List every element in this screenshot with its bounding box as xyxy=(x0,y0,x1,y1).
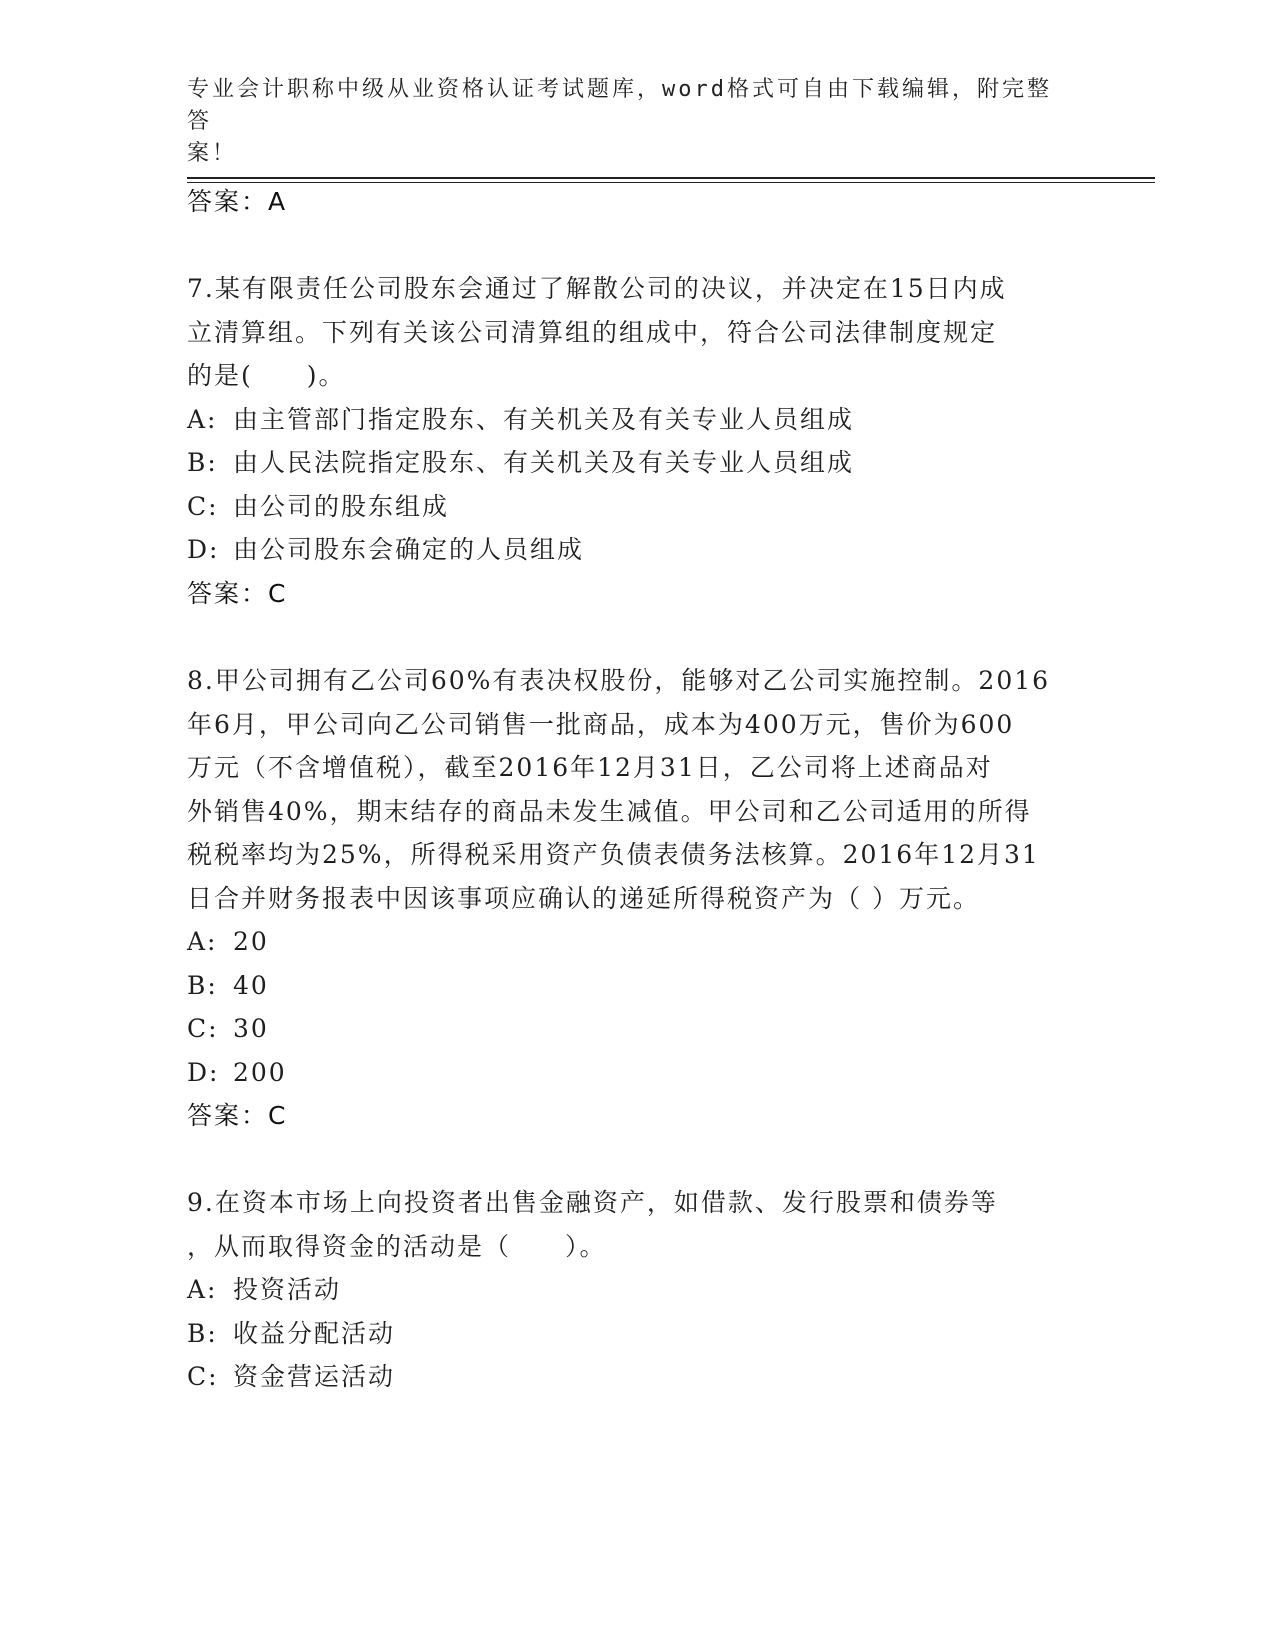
option-text: 由公司股东会确定的人员组成 xyxy=(233,535,585,564)
option-text: 由人民法院指定股东、有关机关及有关专业人员组成 xyxy=(233,448,855,477)
q8-option-b xyxy=(187,971,269,1001)
q8-option-a xyxy=(187,927,269,957)
q7-option-b xyxy=(187,448,854,478)
q9-stem-line-1: 9.在资本市场上向投资者出售金融资产，如借款、发行股票和债券等 xyxy=(187,1188,998,1217)
q8-option-c xyxy=(187,1014,269,1044)
q8-option-d xyxy=(187,1058,287,1088)
q8-stem-line-5: 税税率均为25%，所得税采用资产负债表债务法核算。2016年12月31 xyxy=(187,840,1040,869)
option-text: 200 xyxy=(233,1058,287,1087)
option-letter: B: xyxy=(187,1319,218,1348)
option-text: 投资活动 xyxy=(233,1275,342,1304)
option-letter: C: xyxy=(187,1362,219,1391)
option-letter: A: xyxy=(187,405,218,434)
option-letter: A: xyxy=(187,927,218,956)
option-text: 30 xyxy=(233,1014,269,1043)
option-letter: B: xyxy=(187,971,218,1000)
option-text: 40 xyxy=(233,971,269,1000)
page-header xyxy=(187,74,1067,170)
q7-option-c xyxy=(187,492,449,522)
q7-option-a xyxy=(187,405,854,435)
header-line-2: 案！ xyxy=(187,141,238,166)
option-text: 收益分配活动 xyxy=(233,1319,396,1348)
header-rule-thick xyxy=(187,177,1155,179)
q9-stem-line-2: ，从而取得资金的活动是（ ）。 xyxy=(187,1232,607,1261)
q9-option-c xyxy=(187,1362,395,1392)
option-letter: C: xyxy=(187,1014,219,1043)
option-text: 由主管部门指定股东、有关机关及有关专业人员组成 xyxy=(233,405,855,434)
option-text: 20 xyxy=(233,927,269,956)
q8-answer: 答案：C xyxy=(187,1101,288,1130)
q7-stem-line-1: 7.某有限责任公司股东会通过了解散公司的决议，并决定在15日内成 xyxy=(187,274,1007,303)
q8-stem-line-4: 外销售40%，期末结存的商品未发生减值。甲公司和乙公司适用的所得 xyxy=(187,797,1032,826)
q7-option-d xyxy=(187,535,584,565)
option-letter: B: xyxy=(187,448,218,477)
option-letter: C: xyxy=(187,492,219,521)
header-line-1: 专业会计职称中级从业资格认证考试题库，word格式可自由下载编辑，附完整答 xyxy=(187,77,1052,134)
header-rule-thin xyxy=(187,182,1155,183)
option-text: 资金营运活动 xyxy=(233,1362,396,1391)
q8-stem-line-1: 8.甲公司拥有乙公司60%有表决权股份，能够对乙公司实施控制。2016 xyxy=(187,666,1051,695)
q7-stem-line-2: 立清算组。下列有关该公司清算组的组成中，符合公司法律制度规定 xyxy=(187,318,998,347)
q7-answer: 答案：C xyxy=(187,579,288,608)
q9-option-b xyxy=(187,1319,395,1349)
q8-stem-line-3: 万元（不含增值税），截至2016年12月31日，乙公司将上述商品对 xyxy=(187,753,993,782)
q8-stem-line-2: 年6月，甲公司向乙公司销售一批商品，成本为400万元，售价为600 xyxy=(187,710,1015,739)
option-letter: A: xyxy=(187,1275,218,1304)
q9-option-a xyxy=(187,1275,341,1305)
option-letter: D: xyxy=(187,1058,220,1087)
option-letter: D: xyxy=(187,535,220,564)
previous-answer: 答案：A xyxy=(187,187,288,216)
option-text: 由公司的股东组成 xyxy=(233,492,450,521)
q7-stem-line-3: 的是( )。 xyxy=(187,361,346,390)
q8-stem-line-6: 日合并财务报表中因该事项应确认的递延所得税资产为（ ）万元。 xyxy=(187,884,980,913)
